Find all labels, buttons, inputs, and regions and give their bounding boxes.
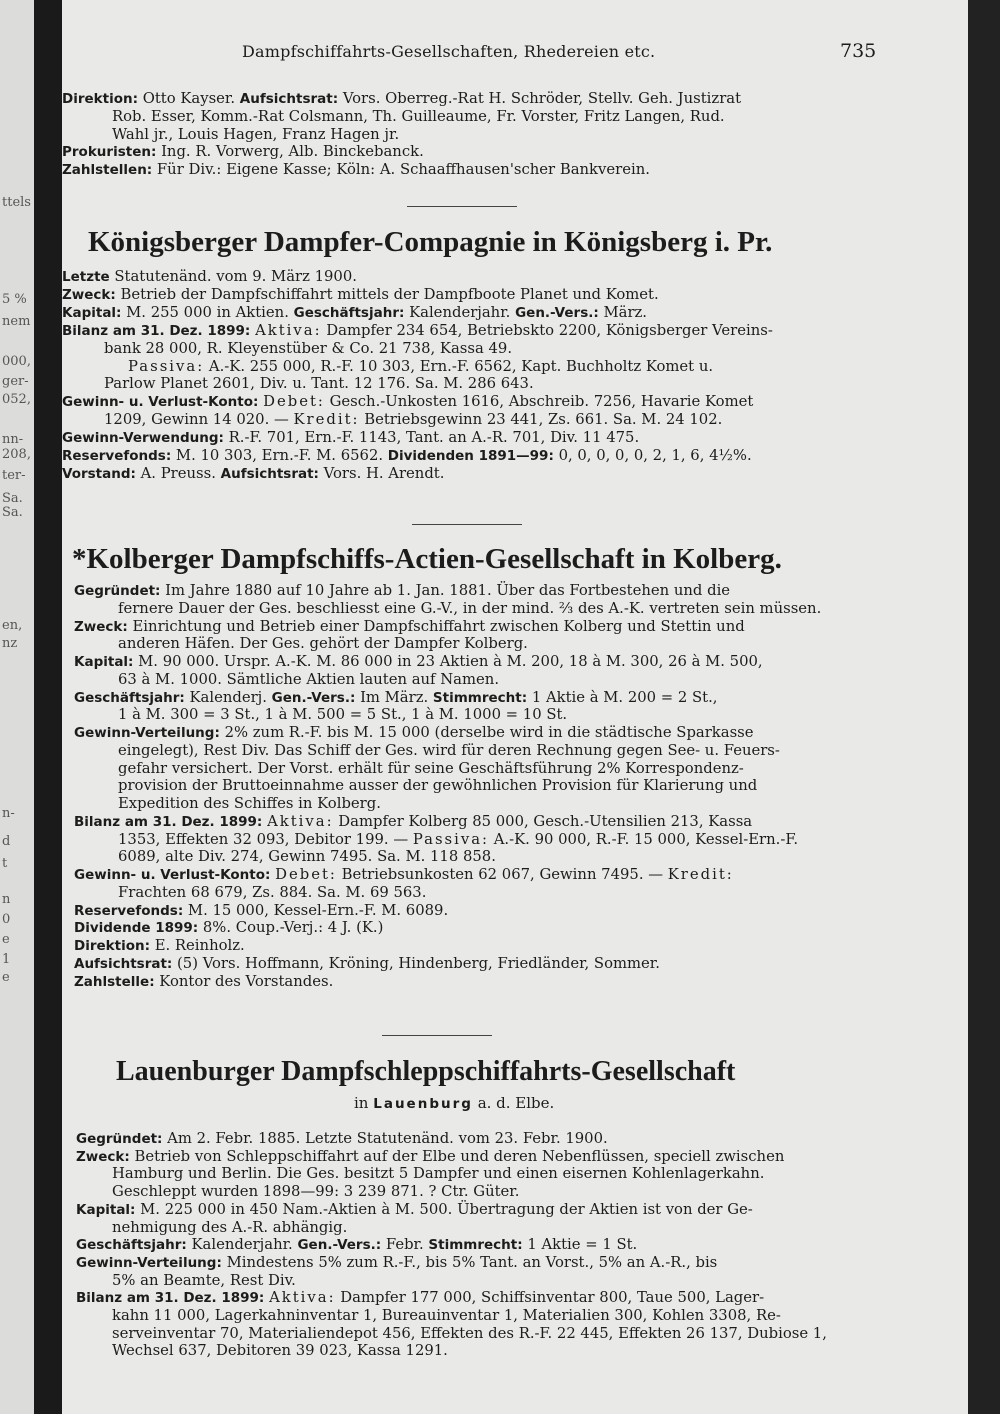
- field-text: Betriebsgewinn 23 441, Zs. 661. Sa. M. 24 102.: [359, 411, 723, 429]
- field-text: Kalenderjahr.: [404, 303, 516, 321]
- field-text: 63 à M. 1000. Sämtliche Aktien lauten auf Namen.: [118, 670, 500, 688]
- field-text: Febr.: [381, 1236, 429, 1254]
- entry-line: [74, 582, 730, 600]
- field-text: nehmigung des A.-R. abhängig.: [112, 1218, 348, 1236]
- margin-fragment: 208,: [2, 447, 31, 462]
- field-text: 2% zum R.-F. bis M. 15 000 (derselbe wird in die städtische Sparkasse: [219, 724, 754, 741]
- top-entry-line: [62, 90, 741, 108]
- entry-line: [118, 671, 499, 688]
- entry-line: [112, 1183, 519, 1200]
- field-text: eingelegt), Rest Div. Das Schiff der Ges. wird für deren Rechnung gegen See- u. Feuers-: [118, 741, 780, 759]
- field-label: Gen.-Vers.:: [515, 304, 599, 321]
- entry-line: [76, 1148, 784, 1166]
- margin-fragment: ter-: [2, 468, 26, 483]
- field-text: Frachten 68 679, Zs. 884. Sa. M. 69 563.: [118, 883, 427, 901]
- entry-line: [76, 1289, 764, 1307]
- field-label: Aufsichtsrat:: [74, 955, 173, 972]
- field-text: kahn 11 000, Lagerkahninventar 1, Bureauinventar 1, Materialien 300, Kohlen 3308, Re-: [112, 1307, 781, 1324]
- field-label: Dividenden 1891—99:: [387, 448, 554, 464]
- field-label: Gen.-Vers.:: [297, 1237, 382, 1254]
- field-label: Kapital:: [62, 304, 122, 321]
- margin-fragment: 052,: [2, 392, 31, 407]
- account-side: Kredit:: [667, 866, 734, 883]
- field-label: Zweck:: [62, 286, 116, 303]
- subtitle-city: Lauenburg: [373, 1096, 473, 1112]
- field-text: gefahr versichert. Der Vorst. erhält für seine Geschäftsführung 2% Korrespondenz-: [118, 759, 744, 777]
- field-text: E. Reinholz.: [150, 937, 245, 954]
- field-label: Kapital:: [74, 654, 134, 670]
- field-label: Gewinn-Verteilung:: [76, 1254, 222, 1271]
- field-label: Aufsichtsrat:: [239, 91, 339, 107]
- section-title-koenigsberg: Königsberger Dampfer-Compagnie in Königsberg i. Pr.: [88, 226, 773, 258]
- field-text: Einrichtung und Betrieb einer Dampfschiffahrt zwischen Kolberg und Stettin und: [127, 617, 745, 635]
- field-text: 0, 0, 0, 0, 0, 2, 1, 6, 4½%.: [553, 447, 752, 464]
- entry-line: [74, 973, 333, 991]
- field-text: Parlow Planet 2601, Div. u. Tant. 12 176. Sa. M. 286 643.: [104, 375, 534, 393]
- book-gutter-shadow: [34, 0, 62, 1414]
- field-label: Zweck:: [74, 618, 128, 635]
- top-entry-line: [112, 126, 399, 143]
- field-text: Rob. Esser, Komm.-Rat Colsmann, Th. Guilleaume, Fr. Vorster, Fritz Langen, Rud.: [112, 107, 725, 125]
- field-text: Otto Kayser.: [138, 90, 240, 107]
- entry-line: [62, 447, 752, 465]
- entry-line: [74, 902, 448, 920]
- field-label: Reservefonds:: [62, 448, 172, 464]
- field-label: Gegründet:: [74, 583, 161, 599]
- section-separator: [382, 1035, 492, 1036]
- entry-line: [62, 393, 753, 411]
- entry-line: [62, 322, 773, 340]
- field-text: Wechsel 637, Debitoren 39 023, Kassa 1291.: [112, 1342, 448, 1360]
- entry-line: [112, 1342, 448, 1359]
- field-label: Direktion:: [74, 938, 150, 954]
- field-label: Geschäftsjahr:: [76, 1237, 187, 1254]
- entry-line: [74, 919, 383, 937]
- field-text: 6089, alte Div. 274, Gewinn 7495. Sa. M. 118 858.: [118, 848, 496, 866]
- entry-line: [104, 411, 722, 428]
- field-text: provision der Bruttoeinnahme ausser der gewöhnlichen Provision für Klarierung und: [118, 777, 758, 795]
- field-text: Kalenderjahr.: [186, 1236, 298, 1254]
- field-label: Geschäftsjahr:: [293, 304, 405, 321]
- field-text: anderen Häfen. Der Ges. gehört der Dampfer Kolberg.: [118, 635, 528, 653]
- margin-fragment: nn-: [2, 432, 24, 447]
- field-label: Gewinn- u. Verlust-Konto:: [74, 867, 271, 883]
- field-label: Dividende 1899:: [74, 920, 199, 937]
- document-page: [62, 0, 968, 1414]
- margin-fragment: nem: [2, 314, 31, 329]
- field-text: (5) Vors. Hoffmann, Kröning, Hindenberg, Friedländer, Sommer.: [172, 954, 660, 972]
- field-text: März.: [598, 303, 648, 321]
- margin-fragment: e: [2, 970, 10, 985]
- account-side: Kredit:: [293, 411, 360, 429]
- field-text: serveinventar 70, Materialiendepot 456, Effekten des R.-F. 22 445, Effekten 26 137, Dubiose 1,: [112, 1324, 827, 1342]
- entry-line: [118, 848, 496, 865]
- field-text: Mindestens 5% zum R.-F., bis 5% Tant. an Vorst., 5% an A.-R., bis: [221, 1253, 718, 1271]
- field-label: Stimmrecht:: [428, 1237, 523, 1254]
- entry-line: [62, 268, 357, 286]
- field-text: fernere Dauer der Ges. beschliesst eine G.-V., in der mind. ⅔ des A.-K. vertreten sein müssen.: [118, 599, 822, 617]
- account-side: Debet:: [275, 866, 337, 883]
- field-text: 8%. Coup.-Verj.: 4 J. (K.): [198, 919, 384, 937]
- field-text: 5% an Beamte, Rest Div.: [112, 1271, 296, 1289]
- entry-line: [76, 1236, 637, 1254]
- field-label: Bilanz am 31. Dez. 1899:: [76, 1290, 265, 1307]
- field-text: Kalenderj.: [184, 688, 272, 706]
- field-text: Im März.: [355, 688, 433, 706]
- field-text: M. 255 000 in Aktien.: [121, 303, 294, 321]
- field-text: 1 à M. 300 = 3 St., 1 à M. 500 = 5 St., 1 à M. 1000 = 10 St.: [118, 706, 568, 724]
- field-text: M. 15 000, Kessel-Ern.-F. M. 6089.: [183, 901, 449, 919]
- margin-fragment: ttels: [2, 195, 31, 210]
- field-text: Betrieb von Schleppschiffahrt auf der Elbe und deren Nebenflüssen, speciell zwischen: [129, 1147, 785, 1165]
- field-label: Gewinn-Verwendung:: [62, 430, 224, 447]
- field-text: Geschleppt wurden 1898—99: 3 239 871. ? Ctr. Güter.: [112, 1183, 520, 1201]
- field-text: Betriebsunkosten 62 067, Gewinn 7495. —: [336, 866, 668, 883]
- entry-line: [118, 635, 528, 652]
- field-label: Zahlstelle:: [74, 973, 155, 990]
- field-text: Vors. H. Arendt.: [318, 464, 445, 482]
- subtitle-prefix: in: [354, 1094, 374, 1112]
- field-label: Aufsichtsrat:: [220, 465, 319, 482]
- field-text: Dampfer 177 000, Schiffsinventar 800, Taue 500, Lager-: [335, 1289, 765, 1307]
- field-label: Gewinn-Verteilung:: [74, 725, 220, 741]
- entry-line: [112, 1219, 347, 1236]
- section-title-lauenburg: Lauenburger Dampfschleppschiffahrts-Gesellschaft: [116, 1056, 736, 1087]
- entry-line: [76, 1254, 717, 1272]
- account-side: Aktiva:: [269, 1289, 336, 1307]
- margin-fragment: d: [2, 834, 11, 849]
- field-text: Vors. Oberreg.-Rat H. Schröder, Stellv. Geh. Justizrat: [338, 90, 742, 107]
- top-entry-line: [62, 161, 650, 179]
- entry-line: [112, 1272, 296, 1289]
- margin-fragment: 1: [2, 952, 11, 967]
- field-text: 1353, Effekten 32 093, Debitor 199. —: [118, 830, 413, 848]
- entry-line: [112, 1307, 781, 1324]
- entry-line: [74, 937, 245, 955]
- entry-line: [118, 760, 744, 777]
- entry-line: [118, 884, 426, 901]
- field-label: Stimmrecht:: [432, 689, 528, 706]
- field-label: Kapital:: [76, 1201, 136, 1218]
- page-edge-shadow: [968, 0, 1000, 1414]
- account-side: Debet:: [263, 393, 325, 411]
- field-label: Zweck:: [76, 1148, 130, 1165]
- account-side: Aktiva:: [267, 812, 334, 830]
- account-side: Passiva:: [128, 357, 205, 375]
- field-label: Gewinn- u. Verlust-Konto:: [62, 394, 259, 411]
- field-label: Gegründet:: [76, 1131, 163, 1147]
- field-label: Zahlstellen:: [62, 162, 153, 179]
- field-text: Dampfer Kolberg 85 000, Gesch.-Utensilien 213, Kassa: [333, 812, 753, 830]
- account-side: Aktiva:: [255, 321, 322, 339]
- field-text: Gesch.-Unkosten 1616, Abschreib. 7256, Havarie Komet: [324, 393, 754, 411]
- entry-line: [76, 1130, 608, 1148]
- adjacent-page-margin: [0, 0, 34, 1414]
- margin-fragment: en,: [2, 618, 23, 633]
- field-text: 1209, Gewinn 14 020. —: [104, 411, 294, 429]
- field-label: Prokuristen:: [62, 144, 157, 161]
- entry-line: [118, 795, 381, 812]
- entry-line: [62, 465, 444, 483]
- page-number: 735: [840, 40, 877, 62]
- entry-line: [118, 742, 780, 759]
- field-text: Ing. R. Vorwerg, Alb. Binckebanck.: [156, 143, 424, 161]
- account-side: Passiva:: [412, 830, 490, 848]
- field-text: Statutenänd. vom 9. März 1900.: [109, 268, 357, 285]
- field-label: Direktion:: [62, 91, 138, 107]
- field-text: M. 90 000. Urspr. A.-K. M. 86 000 in 23 Aktien à M. 200, 18 à M. 300, 26 à M. 500,: [133, 653, 763, 670]
- field-text: 1 Aktie = 1 St.: [522, 1236, 638, 1254]
- subtitle-suffix: a. d. Elbe.: [472, 1094, 555, 1112]
- entry-line: [62, 286, 659, 304]
- field-text: A.-K. 255 000, R.-F. 10 303, Ern.-F. 6562, Kapt. Buchholtz Komet u.: [204, 357, 714, 375]
- entry-line: [118, 831, 798, 848]
- field-text: bank 28 000, R. Kleyenstüber & Co. 21 738, Kassa 49.: [104, 339, 513, 357]
- margin-fragment: ger-: [2, 374, 29, 389]
- section-separator: [407, 206, 517, 207]
- margin-fragment: nz: [2, 636, 18, 651]
- field-text: Wahl jr., Louis Hagen, Franz Hagen jr.: [112, 125, 400, 143]
- entry-line: [62, 304, 647, 322]
- top-entry-line: [62, 143, 424, 161]
- field-text: R.-F. 701, Ern.-F. 1143, Tant. an A.-R. 701, Div. 11 475.: [223, 429, 640, 447]
- entry-line: [74, 618, 745, 636]
- field-label: Letzte: [62, 269, 110, 285]
- margin-fragment: e: [2, 932, 10, 947]
- field-label: Bilanz am 31. Dez. 1899:: [62, 322, 251, 339]
- section-title-kolberg: *Kolberger Dampfschiffs-Actien-Gesellschaft in Kolberg.: [72, 543, 782, 575]
- margin-fragment: n: [2, 892, 11, 907]
- margin-fragment: 5 %: [2, 292, 27, 307]
- entry-line: [118, 600, 821, 617]
- field-text: Im Jahre 1880 auf 10 Jahre ab 1. Jan. 1881. Über das Fortbestehen und die: [160, 582, 731, 599]
- entry-line: [128, 358, 713, 375]
- field-text: Betrieb der Dampfschiffahrt mittels der Dampfboote Planet und Komet.: [115, 285, 659, 303]
- entry-line: [104, 340, 512, 357]
- field-label: Vorstand:: [62, 465, 136, 482]
- entry-line: [112, 1325, 827, 1342]
- field-label: Reservefonds:: [74, 902, 184, 919]
- field-label: Gen.-Vers.:: [271, 689, 356, 706]
- field-text: M. 225 000 in 450 Nam.-Aktien à M. 500. Übertragung der Aktien ist von der Ge-: [135, 1200, 753, 1218]
- entry-line: [118, 706, 567, 723]
- field-label: Geschäftsjahr:: [74, 689, 185, 706]
- margin-fragment: Sa.: [2, 491, 23, 506]
- section-separator: [412, 524, 522, 525]
- margin-fragment: 000,: [2, 354, 31, 369]
- entry-line: [74, 866, 734, 884]
- field-text: Für Div.: Eigene Kasse; Köln: A. Schaaffhausen'scher Bankverein.: [152, 161, 650, 179]
- margin-fragment: 0: [2, 912, 11, 927]
- field-text: M. 10 303, Ern.-F. M. 6562.: [171, 447, 388, 464]
- field-text: 1 Aktie à M. 200 = 2 St.,: [527, 688, 718, 706]
- top-entry-line: [112, 108, 725, 125]
- entry-line: [74, 955, 660, 973]
- entry-line: [118, 777, 757, 794]
- margin-fragment: t: [2, 856, 8, 871]
- margin-fragment: Sa.: [2, 505, 23, 520]
- entry-line: [74, 653, 763, 671]
- margin-fragment: n-: [2, 806, 15, 821]
- field-text: Expedition des Schiffes in Kolberg.: [118, 795, 381, 812]
- entry-line: [74, 689, 717, 707]
- entry-line: [76, 1201, 753, 1219]
- field-text: Kontor des Vorstandes.: [154, 972, 334, 990]
- entry-line: [112, 1165, 764, 1182]
- running-header: Dampfschiffahrts-Gesellschaften, Rhedereien etc.: [242, 42, 656, 61]
- field-text: A.-K. 90 000, R.-F. 15 000, Kessel-Ern.-F.: [489, 830, 799, 848]
- field-text: Am 2. Febr. 1885. Letzte Statutenänd. vom 23. Febr. 1900.: [162, 1130, 608, 1147]
- entry-line: [74, 724, 754, 742]
- entry-line: [62, 429, 639, 447]
- field-text: A. Preuss.: [135, 464, 221, 482]
- section-subtitle-lauenburg: [354, 1095, 554, 1113]
- entry-line: [104, 375, 534, 392]
- entry-line: [74, 813, 752, 831]
- field-label: Bilanz am 31. Dez. 1899:: [74, 813, 263, 830]
- field-text: Dampfer 234 654, Betriebskto 2200, Königsberger Vereins-: [321, 321, 773, 339]
- field-text: Hamburg und Berlin. Die Ges. besitzt 5 Dampfer und einen eisernen Kohlenlagerkahn.: [112, 1165, 765, 1183]
